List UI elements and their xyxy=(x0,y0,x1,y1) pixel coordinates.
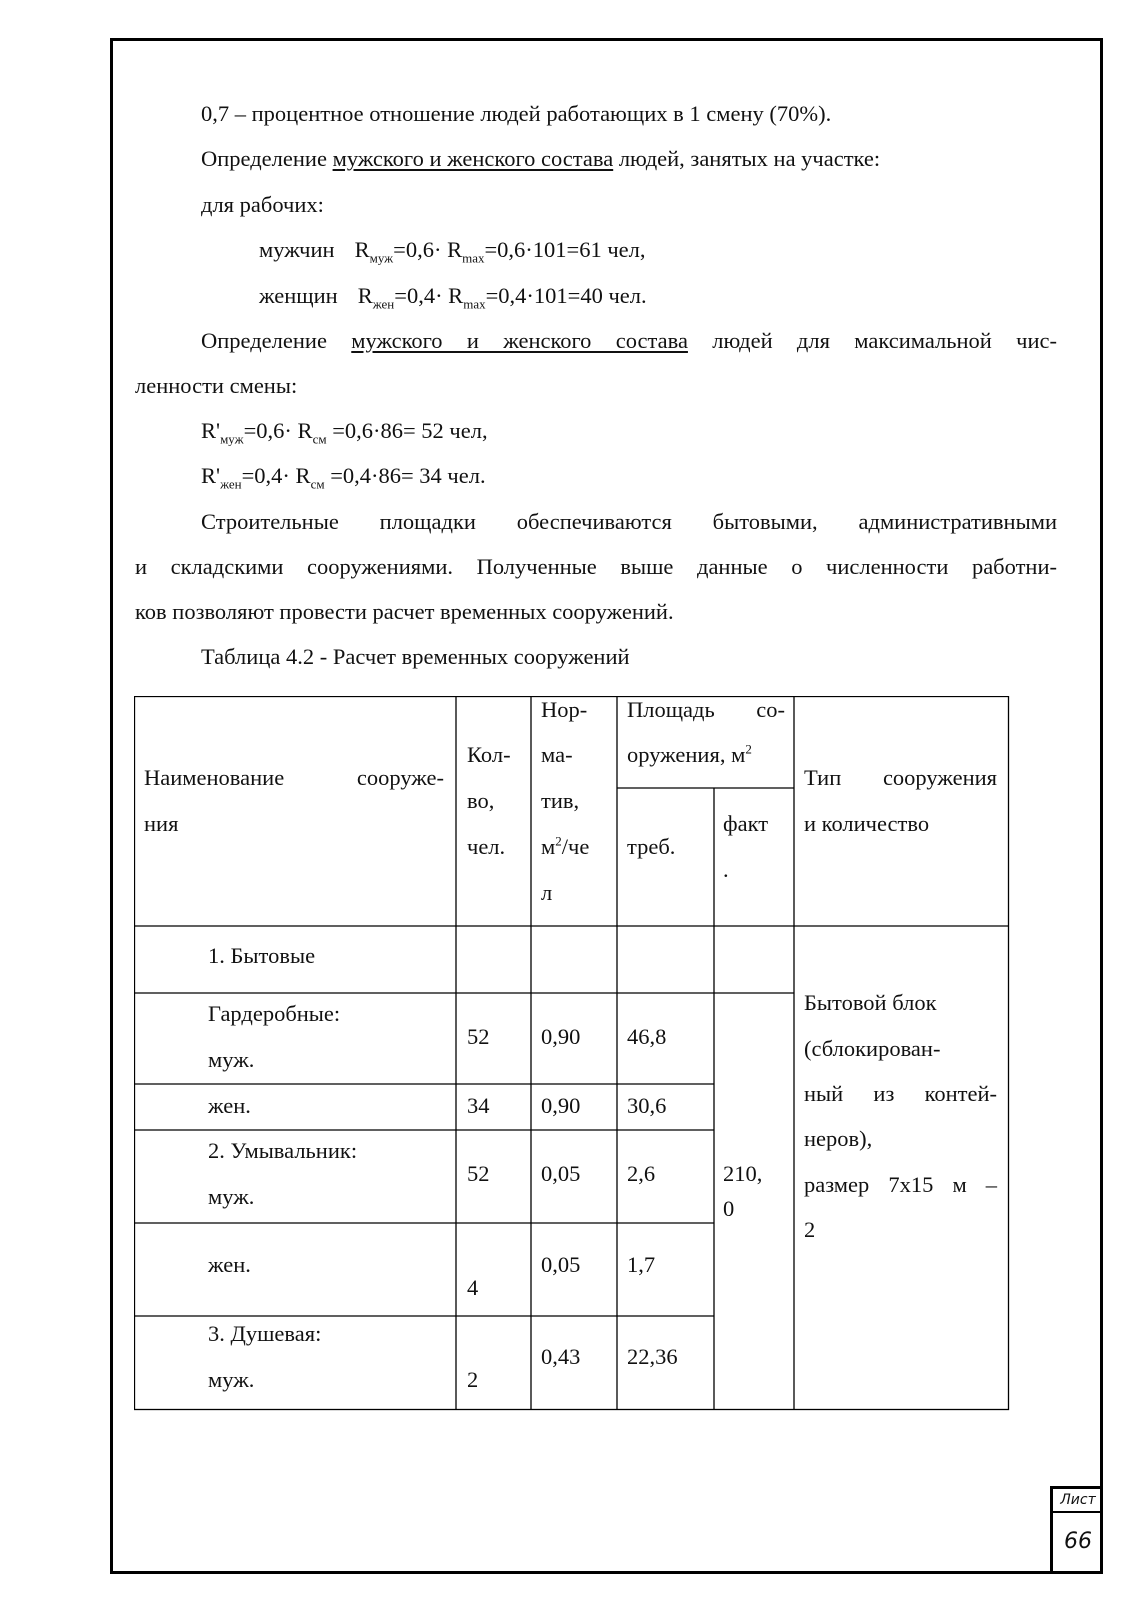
paragraph-definition-shift: Определение мужского и женского состава людей для максимальной чис- xyxy=(201,328,1057,353)
header-norm-line2: ма- xyxy=(541,742,573,767)
paragraph-sites-line3: ков позволяют провести расчет временных сооружений. xyxy=(135,599,674,624)
row-wardrobe-women-name: жен. xyxy=(208,1093,251,1118)
row-washbasin-men-qty: 52 xyxy=(467,1161,490,1186)
sheet-number: 66 xyxy=(1064,1529,1092,1554)
formula-shift-men: $R'_{муж}=0,6\cdot R_{см} =0,6\cdot 86= 52$ чел, xyxy=(201,418,488,447)
header-qty-line3: чел. xyxy=(467,834,506,859)
header-area-fact-line1: факт xyxy=(723,811,769,836)
row-wardrobe-men-required: 46,8 xyxy=(627,1024,667,1049)
row-washbasin-women-qty: 4 xyxy=(467,1275,479,1300)
row-shower-name-line1: 3. Душевая: xyxy=(208,1321,322,1346)
paragraph-sites-line1: Строительные площадки обеспечиваются бытовыми, административными xyxy=(201,509,1057,534)
header-norm-line4: $м^2/че$ xyxy=(541,833,590,859)
sheet-label: Лист xyxy=(1053,1489,1103,1513)
merged-fact-area-line1: 210, xyxy=(723,1161,763,1186)
row-washbasin-name-line2: муж. xyxy=(208,1184,255,1209)
row-washbasin-men-required: 2,6 xyxy=(627,1161,656,1186)
merged-type-line5: размер 7х15 м – xyxy=(804,1172,998,1197)
formula-men: мужчин $R_{муж}=0,6\cdot R_{max}=0,6\cdot 101=61$ чел, xyxy=(259,237,646,266)
row-washbasin-women-norm: 0,05 xyxy=(541,1252,581,1277)
header-qty-line1: Кол- xyxy=(467,742,511,767)
merged-fact-area-line2: 0 xyxy=(723,1196,735,1221)
header-area-line2: оружения, $м^2$ xyxy=(627,741,752,767)
row-washbasin-men-norm: 0,05 xyxy=(541,1161,581,1186)
header-name-line2: ния xyxy=(144,811,179,836)
row-wardrobe-men-norm: 0,90 xyxy=(541,1024,581,1049)
paragraph-definition-site: Определение мужского и женского состава людей, занятых на участке: xyxy=(201,146,881,171)
header-type-line2: и количество xyxy=(804,811,930,836)
header-area-line1: Площадь со- xyxy=(627,697,785,722)
header-name-line1: Наименование сооруже- xyxy=(144,765,444,790)
header-qty-line2: во, xyxy=(467,788,495,813)
sheet-stamp xyxy=(1050,1486,1103,1574)
workers-label: для рабочих: xyxy=(201,192,324,217)
merged-type-line3: ный из контей- xyxy=(804,1081,998,1106)
merged-type-line2: (сблокирован- xyxy=(804,1036,941,1061)
header-norm-line3: тив, xyxy=(541,788,580,813)
row-wardrobe-name-line1: Гардеробные: xyxy=(208,1001,341,1026)
merged-type-line6: 2 xyxy=(804,1217,816,1242)
row-washbasin-women-required: 1,7 xyxy=(627,1252,656,1277)
header-area-required: треб. xyxy=(627,834,676,859)
formula-shift-women: $R'_{жен}=0,4\cdot R_{см} =0,4\cdot 86= 34$ чел. xyxy=(201,463,486,492)
table-caption: Таблица 4.2 - Расчет временных сооружений xyxy=(201,644,630,669)
paragraph-sites-line2: и складскими сооружениями. Полученные выше данные о численности работни- xyxy=(135,554,1057,579)
header-type-line1: Тип сооружения xyxy=(804,765,997,790)
underlined-phrase: мужского и женского состава xyxy=(332,146,614,171)
row-wardrobe-men-qty: 52 xyxy=(467,1024,490,1049)
row-shower-men-required: 22,36 xyxy=(627,1344,678,1369)
row-wardrobe-women-qty: 34 xyxy=(467,1093,490,1118)
row-washbasin-women-name: жен. xyxy=(208,1252,251,1277)
paragraph-definition-shift-cont: ленности смены: xyxy=(135,373,298,398)
merged-type-line4: неров), xyxy=(804,1126,873,1151)
section-household: 1. Бытовые xyxy=(208,943,316,968)
paragraph-ratio: 0,7 – процентное отношение людей работающих в 1 смену (70%). xyxy=(201,101,832,126)
row-shower-men-qty: 2 xyxy=(467,1367,479,1392)
header-norm-line1: Нор- xyxy=(541,697,588,722)
row-shower-name-line2: муж. xyxy=(208,1367,255,1392)
formula-women: женщин $R_{жен}=0,4\cdot R_{max}=0,4\cdot 101=40$ чел. xyxy=(259,283,647,312)
underlined-phrase: мужского и женского состава xyxy=(351,328,688,353)
row-wardrobe-women-required: 30,6 xyxy=(627,1093,667,1118)
header-norm-line5: л xyxy=(541,880,553,905)
merged-type-line1: Бытовой блок xyxy=(804,990,937,1015)
row-wardrobe-name-line2: муж. xyxy=(208,1047,255,1072)
header-area-fact-line2: . xyxy=(723,857,729,882)
row-washbasin-name-line1: 2. Умывальник: xyxy=(208,1138,358,1163)
row-wardrobe-women-norm: 0,90 xyxy=(541,1093,581,1118)
row-shower-men-norm: 0,43 xyxy=(541,1344,581,1369)
